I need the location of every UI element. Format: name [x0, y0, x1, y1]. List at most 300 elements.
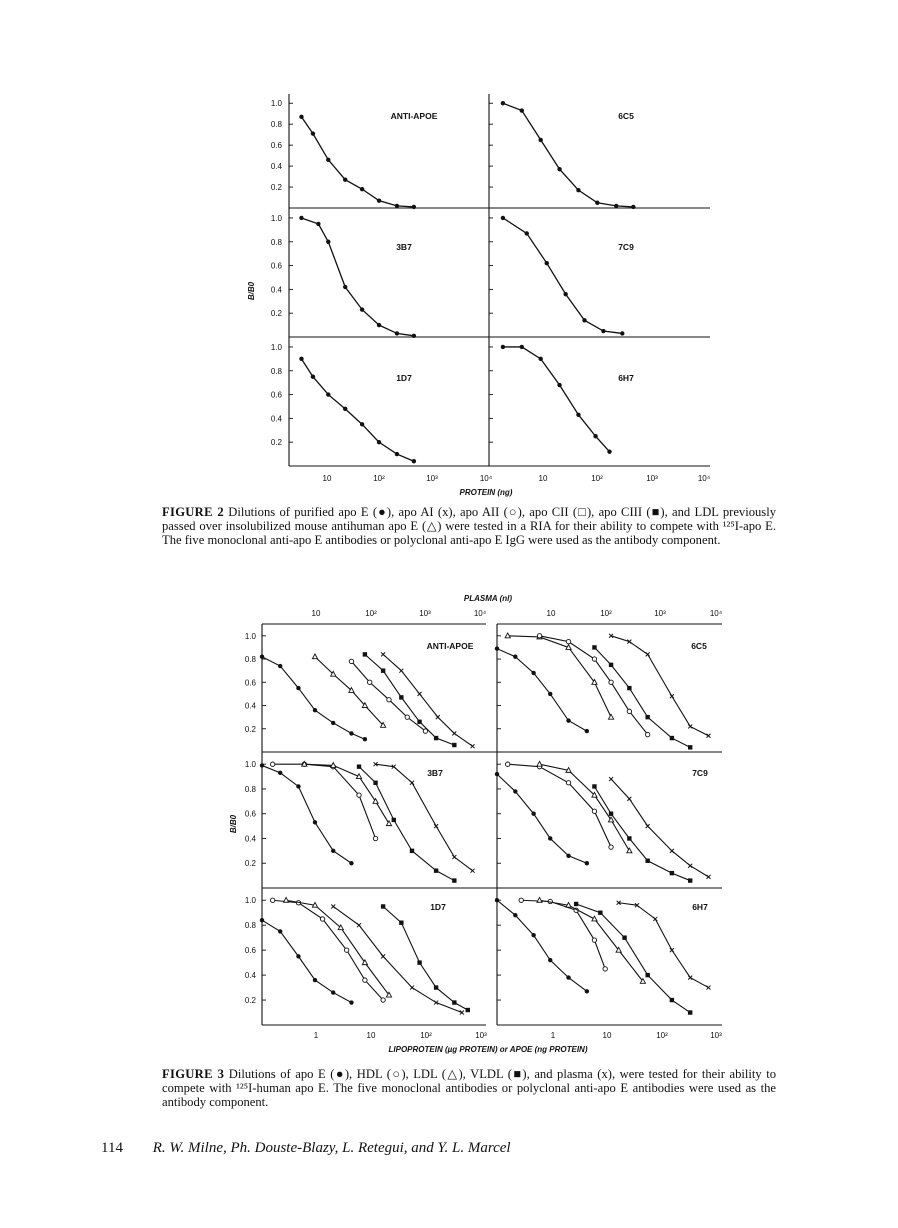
- fig2-point-apo-e: [501, 101, 505, 105]
- fig3-point-vldl: [670, 871, 674, 875]
- fig3-series-line-ldl: [304, 764, 389, 823]
- fig3-series-line-vldl: [594, 647, 690, 747]
- fig3-point-apo-e: [531, 933, 535, 937]
- fig3-point-vldl: [574, 902, 578, 906]
- fig3-series-line-ldl: [315, 657, 383, 726]
- fig3-panel-label: 3B7: [427, 768, 443, 778]
- fig2-point-apo-e: [343, 407, 347, 411]
- fig2-point-apo-e: [395, 204, 399, 208]
- fig2-point-apo-e: [576, 188, 580, 192]
- fig3-point-apo-e: [331, 990, 335, 994]
- fig2-point-apo-e: [631, 205, 635, 209]
- fig3-ytick-label: 0.4: [244, 971, 256, 981]
- fig2-point-apo-e: [326, 158, 330, 162]
- fig3-point-hdl: [363, 978, 367, 982]
- fig3-ytick-label: 0.2: [244, 724, 256, 734]
- fig3-ytick-label: 0.4: [244, 701, 256, 711]
- fig3-ytick-label: 0.6: [244, 809, 256, 819]
- figure-3-caption-text: Dilutions of apo E (●), HDL (○), LDL (△), VLDL (■), and plasma (x), were tested for their ability to compete with ¹²⁵I-human apo E. The five monoclonal antibodies or polyclonal anti-apo E antibodies were used as the antibody component.: [162, 1067, 777, 1110]
- fig2-point-apo-e: [525, 231, 529, 235]
- fig3-point-hdl: [592, 809, 596, 813]
- fig2-point-apo-e: [326, 392, 330, 396]
- fig2-ytick-label: 0.4: [270, 162, 282, 172]
- fig3-point-vldl: [688, 1010, 692, 1014]
- fig2-ytick-label: 0.2: [270, 438, 282, 448]
- fig3-point-hdl: [627, 709, 631, 713]
- figure-2-xtick-10: 10: [322, 474, 332, 483]
- fig2-point-apo-e: [360, 422, 364, 426]
- fig3-point-plasma: [670, 849, 674, 853]
- figure-3-bottom-xtick-1000-right: 10³: [710, 1031, 722, 1040]
- fig2-series-line-apo-e: [503, 218, 622, 333]
- fig3-ytick-label: 0.6: [244, 678, 256, 688]
- fig3-point-plasma: [381, 954, 385, 958]
- fig3-point-plasma: [627, 797, 631, 801]
- fig2-ytick-label: 0.8: [270, 237, 282, 247]
- fig3-point-vldl: [452, 1000, 456, 1004]
- fig3-point-apo-e: [513, 789, 517, 793]
- fig3-point-apo-e: [313, 978, 317, 982]
- fig3-point-vldl: [627, 836, 631, 840]
- fig2-ytick-label: 1.0: [270, 342, 282, 352]
- fig3-ytick-label: 0.2: [244, 996, 256, 1006]
- figure-2-caption: [162, 505, 776, 548]
- fig2-point-apo-e: [538, 138, 542, 142]
- author-line: R. W. Milne, Ph. Douste-Blazy, L. Retegui, and Y. L. Marcel: [152, 1140, 511, 1156]
- fig3-point-plasma: [670, 948, 674, 952]
- fig3-point-hdl: [645, 732, 649, 736]
- fig2-point-apo-e: [326, 240, 330, 244]
- fig3-point-hdl: [373, 836, 377, 840]
- fig2-point-apo-e: [299, 216, 303, 220]
- figure-3-bottom-xtick-10: 10: [366, 1031, 376, 1040]
- figure-2-caption-label: FIGURE 2: [162, 505, 224, 519]
- fig3-point-vldl: [373, 781, 377, 785]
- fig3-point-vldl: [670, 998, 674, 1002]
- fig2-point-apo-e: [395, 452, 399, 456]
- fig3-point-plasma: [399, 669, 403, 673]
- fig3-point-hdl: [566, 781, 570, 785]
- fig3-point-apo-e: [548, 958, 552, 962]
- fig3-point-apo-e: [566, 975, 570, 979]
- fig3-point-apo-e: [585, 989, 589, 993]
- fig3-point-vldl: [645, 715, 649, 719]
- figure-3-top-xtick-10000-right: 10⁴: [709, 609, 723, 618]
- fig3-point-hdl: [320, 917, 324, 921]
- fig3-point-hdl: [270, 898, 274, 902]
- fig3-series-line-plasma: [619, 903, 709, 988]
- fig3-point-hdl: [381, 998, 385, 1002]
- fig2-panel-6h7: [489, 345, 634, 454]
- fig3-panel-6c5: [495, 633, 711, 750]
- figure-3-caption-label: FIGURE 3: [162, 1067, 225, 1081]
- fig3-ytick-label: 0.8: [244, 784, 256, 794]
- fig3-point-apo-e: [513, 655, 517, 659]
- fig3-point-hdl: [387, 698, 391, 702]
- fig3-point-plasma: [688, 976, 692, 980]
- fig3-point-hdl: [603, 967, 607, 971]
- fig3-point-apo-e: [260, 918, 264, 922]
- fig2-series-line-apo-e: [301, 117, 413, 207]
- fig2-ytick-label: 0.2: [270, 309, 282, 319]
- fig2-point-apo-e: [501, 216, 505, 220]
- fig2-point-apo-e: [563, 292, 567, 296]
- fig3-point-plasma: [418, 692, 422, 696]
- fig3-point-apo-e: [548, 836, 552, 840]
- fig3-point-apo-e: [349, 1000, 353, 1004]
- fig2-ytick-label: 0.4: [270, 414, 282, 424]
- fig3-point-apo-e: [278, 929, 282, 933]
- fig3-series-line-hdl: [508, 764, 611, 847]
- fig3-point-apo-e: [278, 664, 282, 668]
- fig3-point-hdl: [592, 657, 596, 661]
- fig3-point-hdl: [566, 639, 570, 643]
- fig2-point-apo-e: [316, 222, 320, 226]
- fig3-point-vldl: [434, 736, 438, 740]
- fig3-point-plasma: [653, 917, 657, 921]
- fig2-point-apo-e: [299, 115, 303, 119]
- fig2-point-apo-e: [520, 345, 524, 349]
- fig2-ytick-label: 0.8: [270, 366, 282, 376]
- fig3-point-hdl: [519, 898, 523, 902]
- fig2-ytick-label: 0.6: [270, 390, 282, 400]
- fig3-point-vldl: [622, 935, 626, 939]
- fig2-point-apo-e: [377, 440, 381, 444]
- figure-3-top-xtick-1000-right: 10³: [654, 609, 666, 618]
- fig3-point-apo-e: [349, 731, 353, 735]
- fig2-point-apo-e: [601, 329, 605, 333]
- figure-3-top-xtick-100-right: 10²: [600, 609, 612, 618]
- fig3-point-vldl: [609, 663, 613, 667]
- figure-3-top-xtick-10000: 10⁴: [473, 609, 487, 618]
- fig3-point-vldl: [434, 868, 438, 872]
- figure-2-caption-text: Dilutions of purified apo E (●), apo AI (x), apo AII (○), apo CII (□), apo CIII (■), and LDL previously passed over insolubilized mouse antihuman apo E (△) were tested in a RIA for their ability to compete with ¹²⁵I-apo E. The five monoclonal anti-apo E antibodies or polyclonal anti-apo E IgG were used as the antibody component.: [162, 505, 776, 548]
- fig2-panel-6c5: [489, 101, 636, 209]
- fig2-point-apo-e: [343, 285, 347, 289]
- fig2-panel-anti-apoe: [271, 99, 438, 209]
- fig2-point-apo-e: [377, 198, 381, 202]
- fig3-point-plasma: [646, 824, 650, 828]
- figure-3-caption: [162, 1067, 776, 1110]
- figure-3-top-xtick-10-right: 10: [546, 609, 556, 618]
- fig2-panel-label: 6H7: [618, 373, 634, 383]
- fig3-point-hdl: [609, 845, 613, 849]
- fig3-point-apo-e: [296, 686, 300, 690]
- fig3-point-vldl: [381, 904, 385, 908]
- fig3-ytick-label: 0.8: [244, 655, 256, 665]
- fig3-point-plasma: [331, 904, 335, 908]
- fig3-point-vldl: [363, 652, 367, 656]
- fig3-series-line-hdl: [351, 661, 425, 731]
- figure-2-xtick-10-right: 10: [538, 474, 548, 483]
- fig3-point-apo-e: [585, 861, 589, 865]
- fig3-point-plasma: [646, 652, 650, 656]
- figure-3-frame: [262, 624, 722, 1025]
- fig3-point-apo-e: [363, 737, 367, 741]
- fig3-series-line-apo-e: [497, 900, 587, 991]
- fig3-point-plasma: [707, 875, 711, 879]
- fig2-point-apo-e: [520, 108, 524, 112]
- fig3-point-hdl: [506, 762, 510, 766]
- fig3-point-vldl: [645, 859, 649, 863]
- fig3-panel-label: 6C5: [691, 641, 707, 651]
- fig2-point-apo-e: [299, 357, 303, 361]
- fig3-ytick-label: 1.0: [244, 760, 256, 770]
- fig3-point-vldl: [627, 686, 631, 690]
- fig3-point-apo-e: [313, 820, 317, 824]
- figure-3-bottom-label: LIPOPROTEIN (µg PROTEIN) or APOE (ng PROTEIN): [388, 1045, 588, 1054]
- figure-2-xtick-10000-left: 10⁴: [479, 474, 493, 483]
- fig3-ytick-label: 0.2: [244, 859, 256, 869]
- fig2-point-apo-e: [412, 205, 416, 209]
- figure-3-top-xtick-10: 10: [311, 609, 321, 618]
- fig3-ytick-label: 0.8: [244, 921, 256, 931]
- fig3-point-plasma: [410, 986, 414, 990]
- fig3-point-vldl: [670, 736, 674, 740]
- fig2-panel-label: 3B7: [396, 242, 412, 252]
- fig2-point-apo-e: [395, 331, 399, 335]
- fig3-point-apo-e: [495, 772, 499, 776]
- fig3-point-vldl: [392, 818, 396, 822]
- fig2-point-apo-e: [343, 178, 347, 182]
- fig2-ytick-label: 0.8: [270, 120, 282, 130]
- fig2-point-apo-e: [582, 318, 586, 322]
- figure-2-xtick-100-right: 10²: [591, 474, 603, 483]
- fig3-point-plasma: [670, 694, 674, 698]
- fig3-point-plasma: [452, 731, 456, 735]
- fig3-point-apo-e: [260, 655, 264, 659]
- fig2-point-apo-e: [545, 261, 549, 265]
- fig3-point-apo-e: [313, 708, 317, 712]
- figure-3-top-xtick-1000: 10³: [419, 609, 431, 618]
- figure-2-frame: [289, 94, 710, 466]
- fig3-point-ldl: [283, 897, 288, 902]
- fig2-panel-label: 7C9: [618, 242, 634, 252]
- fig2-point-apo-e: [538, 357, 542, 361]
- fig3-point-apo-e: [331, 721, 335, 725]
- fig2-ytick-label: 1.0: [270, 99, 282, 109]
- fig3-series-line-apo-e: [262, 657, 365, 739]
- fig2-panel-label: 1D7: [396, 373, 412, 383]
- figure-2-xtick-100: 10²: [373, 474, 385, 483]
- figure-3-bottom-xtick-10-right: 10: [602, 1031, 612, 1040]
- fig3-series-line-apo-e: [262, 765, 351, 863]
- fig3-series-line-vldl: [365, 654, 454, 745]
- fig3-panel-label: 6H7: [692, 902, 708, 912]
- fig2-point-apo-e: [620, 331, 624, 335]
- fig3-point-plasma: [436, 715, 440, 719]
- fig2-ytick-label: 0.2: [270, 183, 282, 193]
- fig3-point-apo-e: [531, 812, 535, 816]
- fig3-point-vldl: [466, 1008, 470, 1012]
- fig3-series-line-plasma: [611, 779, 708, 877]
- fig3-point-vldl: [410, 849, 414, 853]
- fig3-series-line-apo-e: [262, 920, 351, 1002]
- fig2-point-apo-e: [360, 187, 364, 191]
- fig2-ytick-label: 0.4: [270, 285, 282, 295]
- fig2-panel-1d7: [271, 343, 416, 463]
- fig3-ytick-label: 0.4: [244, 834, 256, 844]
- fig2-point-apo-e: [614, 204, 618, 208]
- fig3-point-plasma: [381, 652, 385, 656]
- fig2-point-apo-e: [595, 201, 599, 205]
- fig2-point-apo-e: [412, 459, 416, 463]
- fig2-panel-label: 6C5: [618, 111, 634, 121]
- fig2-point-apo-e: [557, 383, 561, 387]
- fig2-panel-7c9: [489, 216, 634, 336]
- fig3-point-hdl: [357, 793, 361, 797]
- fig3-ytick-label: 1.0: [244, 631, 256, 641]
- fig3-series-line-plasma: [383, 654, 472, 746]
- fig3-series-line-vldl: [359, 767, 454, 881]
- fig3-point-plasma: [471, 869, 475, 873]
- fig3-point-hdl: [367, 680, 371, 684]
- figure-2-xtick-1000-right: 10³: [646, 474, 658, 483]
- fig3-point-vldl: [417, 720, 421, 724]
- fig2-point-apo-e: [311, 375, 315, 379]
- fig3-point-plasma: [410, 781, 414, 785]
- fig3-point-apo-e: [513, 913, 517, 917]
- fig3-point-apo-e: [566, 854, 570, 858]
- fig2-point-apo-e: [501, 345, 505, 349]
- fig3-point-apo-e: [278, 771, 282, 775]
- fig3-point-apo-e: [566, 718, 570, 722]
- fig3-point-ldl: [537, 897, 542, 902]
- fig2-ytick-label: 0.6: [270, 141, 282, 151]
- fig3-point-ldl: [608, 714, 613, 719]
- figure-3-top-label: PLASMA (nl): [463, 594, 513, 603]
- fig3-point-vldl: [452, 878, 456, 882]
- fig3-point-vldl: [357, 764, 361, 768]
- fig3-series-line-apo-e: [497, 649, 587, 731]
- fig3-series-line-hdl: [273, 900, 383, 1000]
- fig2-series-line-apo-e: [503, 103, 633, 207]
- fig3-point-vldl: [645, 973, 649, 977]
- fig2-point-apo-e: [607, 450, 611, 454]
- page-footer: [101, 1140, 801, 1157]
- fig2-point-apo-e: [311, 131, 315, 135]
- fig3-panel-1d7: [245, 896, 470, 1014]
- fig3-point-apo-e: [296, 954, 300, 958]
- fig3-panel-anti-apoe: [245, 632, 475, 748]
- fig3-point-vldl: [434, 985, 438, 989]
- fig3-point-ldl: [312, 654, 317, 659]
- fig3-point-hdl: [405, 715, 409, 719]
- fig2-point-apo-e: [593, 434, 597, 438]
- fig3-point-hdl: [537, 634, 541, 638]
- fig3-point-plasma: [434, 824, 438, 828]
- fig3-point-vldl: [399, 920, 403, 924]
- figure-3-ylabel: B/B0: [229, 814, 238, 834]
- fig3-point-hdl: [592, 938, 596, 942]
- fig3-point-plasma: [609, 777, 613, 781]
- fig3-series-line-ldl: [540, 764, 630, 851]
- fig3-point-apo-e: [331, 849, 335, 853]
- fig3-panel-3b7: [245, 760, 475, 883]
- fig2-ytick-label: 1.0: [270, 213, 282, 223]
- fig3-point-vldl: [688, 878, 692, 882]
- figure-3-bottom-xtick-100: 10²: [420, 1031, 432, 1040]
- fig2-point-apo-e: [576, 413, 580, 417]
- fig3-point-vldl: [592, 784, 596, 788]
- figure-2-xtick-1000: 10³: [426, 474, 438, 483]
- fig2-panel-3b7: [271, 214, 416, 338]
- fig2-series-line-apo-e: [301, 218, 413, 336]
- figure-3-bottom-xtick-1000: 10³: [475, 1031, 487, 1040]
- fig3-point-hdl: [609, 680, 613, 684]
- fig2-point-apo-e: [360, 307, 364, 311]
- page-number: 114: [101, 1140, 123, 1156]
- fig3-point-apo-e: [349, 861, 353, 865]
- fig3-series-line-plasma: [376, 764, 473, 870]
- figure-2-ylabel: B/B0: [247, 281, 256, 301]
- fig3-panel-label: 7C9: [692, 768, 708, 778]
- fig3-point-plasma: [471, 744, 475, 748]
- fig3-series-line-vldl: [594, 786, 690, 880]
- fig3-point-hdl: [270, 762, 274, 766]
- fig3-point-plasma: [707, 986, 711, 990]
- fig3-point-plasma: [707, 734, 711, 738]
- fig3-point-apo-e: [260, 763, 264, 767]
- fig3-point-apo-e: [296, 784, 300, 788]
- fig3-point-plasma: [452, 855, 456, 859]
- fig3-ytick-label: 0.6: [244, 946, 256, 956]
- fig3-panel-label: 1D7: [430, 902, 446, 912]
- fig3-point-vldl: [452, 743, 456, 747]
- fig3-point-vldl: [399, 695, 403, 699]
- fig3-series-line-ldl: [540, 900, 643, 981]
- fig3-point-plasma: [357, 923, 361, 927]
- fig3-point-apo-e: [495, 646, 499, 650]
- fig3-point-plasma: [688, 724, 692, 728]
- fig3-point-hdl: [344, 948, 348, 952]
- figure-3-top-xtick-100: 10²: [365, 609, 377, 618]
- fig3-panel-6h7: [495, 897, 711, 1014]
- fig3-series-line-vldl: [383, 906, 468, 1010]
- fig3-point-apo-e: [531, 671, 535, 675]
- fig3-point-vldl: [417, 960, 421, 964]
- figure-2-chart: [0, 0, 898, 500]
- fig3-point-hdl: [349, 659, 353, 663]
- fig2-point-apo-e: [412, 334, 416, 338]
- fig3-ytick-label: 1.0: [244, 896, 256, 906]
- fig3-point-apo-e: [495, 898, 499, 902]
- fig3-point-plasma: [688, 864, 692, 868]
- fig3-point-apo-e: [585, 729, 589, 733]
- figure-2-xtick-10000-right: 10⁴: [697, 474, 711, 483]
- fig3-panel-label: ANTI-APOE: [426, 641, 474, 651]
- figure-3-bottom-xtick-100-right: 10²: [656, 1031, 668, 1040]
- fig3-point-apo-e: [548, 692, 552, 696]
- fig3-point-vldl: [688, 745, 692, 749]
- fig3-series-line-hdl: [540, 636, 648, 735]
- fig2-point-apo-e: [377, 323, 381, 327]
- fig3-series-line-ldl: [286, 900, 389, 995]
- figure-3-bottom-xtick-1-right: 1: [550, 1031, 556, 1040]
- fig3-point-vldl: [609, 812, 613, 816]
- fig3-point-vldl: [598, 911, 602, 915]
- fig3-point-vldl: [381, 668, 385, 672]
- fig3-panel-7c9: [495, 761, 711, 882]
- fig2-ytick-label: 0.6: [270, 261, 282, 271]
- figure-2-xlabel: PROTEIN (ng): [459, 488, 513, 497]
- fig3-point-vldl: [592, 645, 596, 649]
- fig2-panel-label: ANTI-APOE: [390, 111, 438, 121]
- figure-3-bottom-xtick-1: 1: [313, 1031, 319, 1040]
- fig3-point-ldl: [537, 761, 542, 766]
- figure-3-chart: [0, 580, 898, 1060]
- fig2-point-apo-e: [557, 167, 561, 171]
